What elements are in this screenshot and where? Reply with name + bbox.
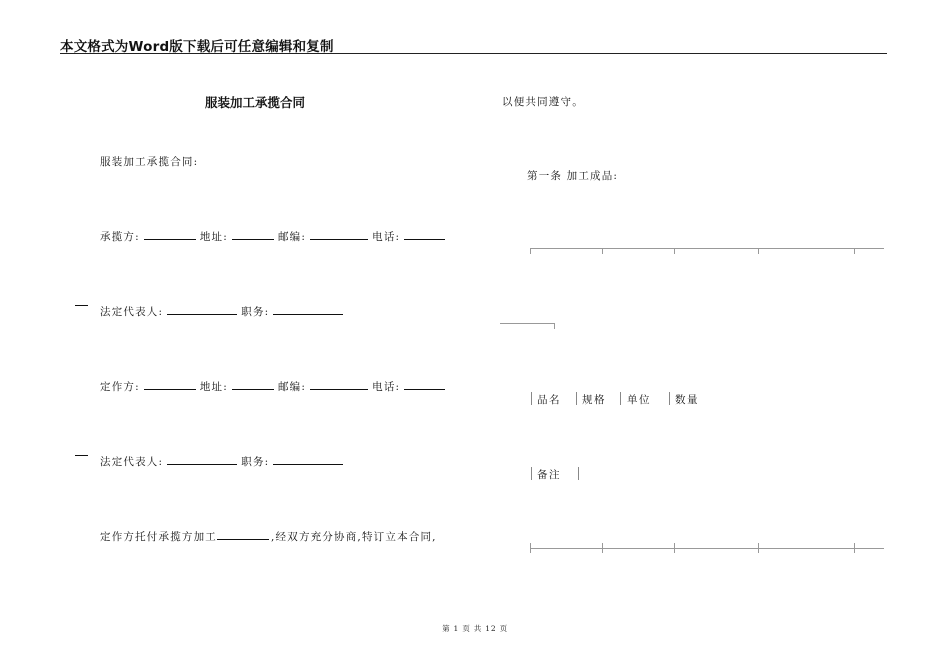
- document-header: [60, 34, 887, 54]
- contractor-position-blank[interactable]: [273, 304, 343, 315]
- table-bottom-rule: [530, 548, 884, 549]
- cell-separator: [531, 467, 532, 480]
- contractor-address-label: 地址:: [199, 231, 228, 243]
- contractor-name-blank[interactable]: [144, 229, 196, 240]
- contractor-info-row: [100, 229, 449, 244]
- table-tick: [530, 248, 531, 254]
- table-header-quantity: 数量: [675, 394, 699, 406]
- agreement-blank[interactable]: [217, 529, 269, 540]
- table-tick: [674, 248, 675, 254]
- cell-separator: [669, 392, 670, 405]
- client-phone-label: 电话:: [372, 381, 401, 393]
- table-tick: [758, 543, 759, 553]
- client-position-blank[interactable]: [273, 454, 343, 465]
- document-title: 服装加工承揽合同: [205, 95, 306, 110]
- agreement-line: [100, 529, 437, 544]
- contractor-phone-blank[interactable]: [404, 229, 445, 240]
- table-tick: [674, 543, 675, 553]
- page-number: 第 1 页 共 12 页: [442, 624, 508, 633]
- table-header-note: 备注: [537, 469, 561, 481]
- client-rep-label: 法定代表人:: [100, 456, 164, 468]
- contractor-position-label: 职务:: [241, 306, 270, 318]
- client-name-blank[interactable]: [144, 379, 196, 390]
- cell-separator: [620, 392, 621, 405]
- contractor-rep-label: 法定代表人:: [100, 306, 164, 318]
- client-label: 定作方:: [100, 381, 140, 393]
- agreement-text-a: 定作方托付承揽方加工: [100, 531, 217, 543]
- header-banner: 本文格式为Word版下载后可任意编辑和复制: [60, 39, 334, 55]
- table-tick: [854, 248, 855, 254]
- client-address-label: 地址:: [199, 381, 228, 393]
- cell-separator: [531, 392, 532, 405]
- table-tick: [758, 248, 759, 254]
- contractor-label: 承揽方:: [100, 231, 140, 243]
- table-header-name: 品名: [537, 394, 561, 406]
- client-postcode-blank[interactable]: [310, 379, 368, 390]
- table-top-rule: [530, 248, 884, 249]
- table-tick: [602, 248, 603, 254]
- table-short-rule: [500, 323, 554, 324]
- continuation-line: 以便共同遵守。: [502, 96, 584, 108]
- contractor-rep-blank[interactable]: [167, 304, 237, 315]
- contractor-postcode-blank[interactable]: [310, 229, 368, 240]
- client-rep-row: [100, 454, 347, 469]
- table-tick: [554, 323, 555, 329]
- client-rep-dash: [75, 455, 88, 456]
- table-header-spec: 规格: [582, 394, 606, 406]
- contractor-rep-dash: [75, 305, 88, 306]
- table-tick: [530, 543, 531, 553]
- client-phone-blank[interactable]: [404, 379, 445, 390]
- table-header-unit: 单位: [627, 394, 651, 406]
- agreement-text-b: ,经双方充分协商,特订立本合同,: [271, 531, 437, 543]
- client-rep-blank[interactable]: [167, 454, 237, 465]
- table-tick: [602, 543, 603, 553]
- client-position-label: 职务:: [241, 456, 270, 468]
- contractor-address-blank[interactable]: [232, 229, 274, 240]
- contractor-phone-label: 电话:: [372, 231, 401, 243]
- intro-line: 服装加工承揽合同:: [100, 156, 199, 168]
- contractor-postcode-label: 邮编:: [277, 231, 307, 243]
- contractor-rep-row: [100, 304, 347, 319]
- client-address-blank[interactable]: [232, 379, 274, 390]
- cell-separator: [578, 467, 579, 480]
- client-info-row: [100, 379, 449, 394]
- client-postcode-label: 邮编:: [277, 381, 307, 393]
- table-tick: [854, 543, 855, 553]
- article-1-heading: 第一条 加工成品:: [527, 170, 619, 182]
- cell-separator: [576, 392, 577, 405]
